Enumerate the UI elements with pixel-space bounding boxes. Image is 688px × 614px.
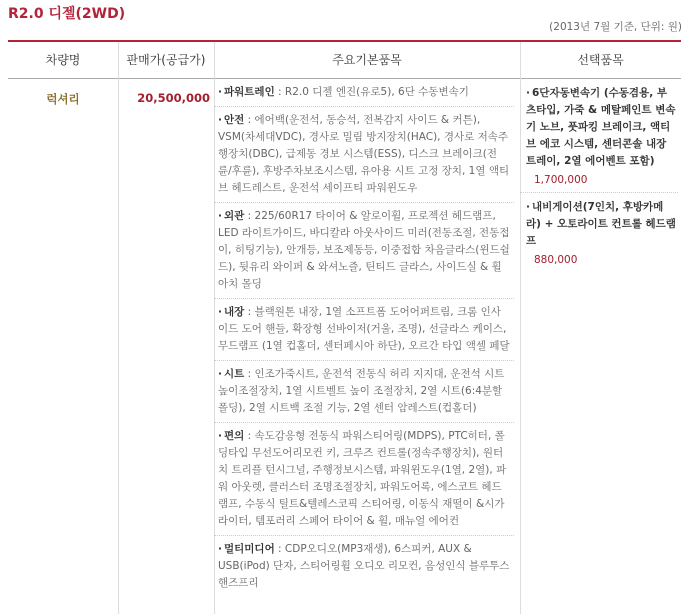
bullet: · bbox=[218, 430, 222, 442]
bullet: · bbox=[218, 368, 222, 380]
list-item bbox=[214, 299, 514, 361]
list-item bbox=[214, 107, 514, 203]
bullet: · bbox=[218, 543, 222, 555]
header-model: 차량명 bbox=[45, 53, 81, 67]
item-text: : 225/60R17 타이어 & 알로이휠, 프로젝션 헤드램프, LED 라이트가이드, 바디칼라 아웃사이드 미러(전동조절, 전동접이, 히팅기능), 안개등, 보조제동등, 이중접합 차음글라스(윈드쉴드), 뒷유리 와이퍼 & 와셔노즐, 틴티드 글라스, 사이드실 & 휠아치 몰딩 bbox=[218, 210, 510, 290]
item-label: 편의 bbox=[224, 430, 245, 442]
list-item bbox=[214, 203, 514, 299]
item-label: 멀티미디어 bbox=[224, 543, 275, 555]
list-item bbox=[214, 423, 514, 536]
option-name-text: 6단자동변속기 (수동겸용, 부츠타입, 가죽 & 메탈페인트 변속기 노브, 풋파킹 브레이크, 액티브 에코 시스템, 센터콘솔 내장 트레이, 2열 에어벤트 포함) bbox=[526, 87, 676, 167]
trim-price: 20,500,000 bbox=[137, 91, 210, 105]
bullet: · bbox=[218, 306, 222, 318]
option-name-text: 내비게이션(7인치, 후방카메라) + 오토라이트 컨트롤 헤드램프 bbox=[526, 201, 676, 247]
item-text: : 인조가죽시트, 운전석 전동식 허리 지지대, 운전석 시트 높이조절장치, 1열 시트벨트 높이 조절장치, 2열 시트(6:4분할 폴딩), 2열 시트백 조절 기능, 2열 센터 암레스트(컵홀더) bbox=[218, 368, 505, 414]
option-item bbox=[520, 193, 678, 272]
header-price: 판매가(공급가) bbox=[126, 53, 206, 67]
option-price: 1,700,000 bbox=[534, 174, 588, 186]
list-item bbox=[214, 79, 514, 107]
table-header bbox=[8, 42, 681, 79]
option-item bbox=[520, 79, 678, 193]
trim-name: 럭셔리 bbox=[46, 92, 80, 106]
item-text: : 에어백(운전석, 동승석, 전복감지 사이드 & 커튼), VSM(차세대VDC), 경사로 밀림 방지장치(HAC), 경사로 저속주행장치(DBC), 급제동 경보 시스템(ESS), 디스크 브레이크(전륜/후륜), 후방주차보조시스템, 유아용 시트 고정 장치, 1열 액티브 헤드레스트, 운전석 세이프티 파워윈도우 bbox=[218, 114, 510, 194]
item-text: : R2.0 디젤 엔진(유로5), 6단 수동변속기 bbox=[274, 86, 469, 98]
option-price: 880,000 bbox=[534, 254, 578, 266]
page-title: R2.0 디젤(2WD) bbox=[8, 6, 126, 22]
item-text: : CDP오디오(MP3재생), 6스피커, AUX & USB(iPod) 단자, 스티어링휠 오디오 리모컨, 음성인식 블루투스 핸즈프리 bbox=[218, 543, 510, 589]
list-item bbox=[214, 536, 514, 597]
item-label: 파워트레인 bbox=[224, 86, 275, 98]
option-name bbox=[526, 85, 676, 170]
list-item bbox=[214, 361, 514, 423]
bullet: · bbox=[218, 114, 222, 126]
item-label: 시트 bbox=[224, 368, 245, 380]
bullet: · bbox=[526, 87, 530, 99]
basic-items-list bbox=[214, 79, 514, 597]
option-name bbox=[526, 199, 676, 250]
bullet: · bbox=[218, 210, 222, 222]
price-note: (2013년 7월 기준, 단위: 원) bbox=[549, 21, 682, 33]
price-table bbox=[8, 40, 681, 614]
header-options: 선택품목 bbox=[577, 53, 624, 67]
item-label: 내장 bbox=[224, 306, 245, 318]
item-text: : 속도감응형 전동식 파워스티어링(MDPS), PTC히터, 폴딩타입 무선도어리모컨 키, 크루즈 컨트롤(정속주행장치), 원터치 트리플 턴시그널, 주행정보시스템, 파워윈도우(1열, 2열), 파워 아웃렛, 클러스터 조명조절장치, 파워도어록, 에스코트 헤드램프, 수동식 틸트&텔레스코픽 스티어링, 이동식 재떨이 &시가라이터, 템포러리 스페어 타이어 & 휠, 매뉴얼 에어컨 bbox=[218, 430, 507, 527]
bullet: · bbox=[218, 86, 222, 98]
options-list bbox=[520, 79, 678, 272]
item-label: 외관 bbox=[224, 210, 245, 222]
item-text: : 블랙원톤 내장, 1열 소프트폼 도어어퍼트림, 크롬 인사이드 도어 핸들, 확장형 선바이저(거울, 조명), 선글라스 케이스, 무드램프 (1열 컵홀더, 센터페시아 하단), 오르간 타입 액셀 페달 bbox=[218, 306, 510, 352]
item-label: 안전 bbox=[224, 114, 245, 126]
table-row bbox=[8, 79, 681, 614]
bullet: · bbox=[526, 201, 530, 213]
header-basic-items: 주요기본품목 bbox=[332, 53, 402, 67]
